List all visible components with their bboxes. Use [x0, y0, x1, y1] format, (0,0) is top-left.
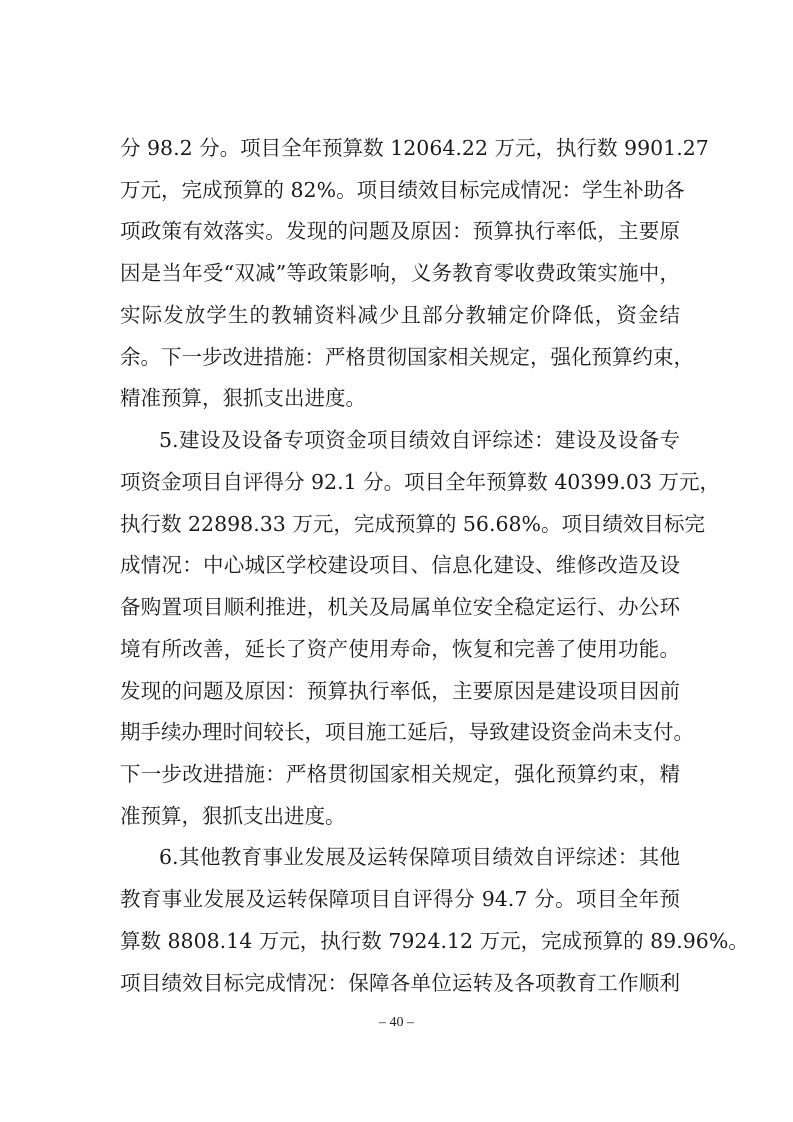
body-text-line: 教育事业发展及运转保障项目自评得分 94.7 分。项目全年预 [120, 887, 680, 911]
page-number: – 40 – [379, 1015, 414, 1030]
body-text-line: 项目绩效目标完成情况：保障各单位运转及各项教育工作顺利 [120, 971, 680, 995]
body-text-line: 项资金项目自评得分 92.1 分。项目全年预算数 40399.03 万元， [120, 470, 721, 494]
body-text-line: 境有所改善，延长了资产使用寿命，恢复和完善了使用功能。 [120, 637, 680, 661]
body-text-line: 因是当年受“双减”等政策影响，义务教育零收费政策实施中， [120, 261, 680, 285]
body-text-line: 项政策有效落实。发现的问题及原因：预算执行率低，主要原 [120, 219, 680, 243]
body-text-line: 备购置项目顺利推进，机关及局属单位安全稳定运行、办公环 [120, 595, 680, 619]
body-text-line: 期手续办理时间较长，项目施工延后，导致建设资金尚未支付。 [120, 720, 694, 744]
body-text-line: 实际发放学生的教辅资料减少且部分教辅定价降低，资金结 [120, 303, 680, 327]
section-heading-line: 6.其他教育事业发展及运转保障项目绩效自评综述：其他 [159, 845, 680, 869]
section-heading-line: 5.建设及设备专项资金项目绩效自评综述：建设及设备专 [159, 428, 680, 452]
body-text-line: 执行数 22898.33 万元，完成预算的 56.68%。项目绩效目标完 [120, 512, 706, 536]
body-text-line: 分 98.2 分。项目全年预算数 12064.22 万元，执行数 9901.27 [120, 136, 709, 160]
body-text-line: 精准预算，狠抓支出进度。 [120, 386, 366, 410]
body-text-line: 发现的问题及原因：预算执行率低，主要原因是建设项目因前 [120, 679, 680, 703]
body-text-line: 万元，完成预算的 82%。项目绩效目标完成情况：学生补助各 [120, 178, 685, 202]
body-text-line: 算数 8808.14 万元，执行数 7924.12 万元，完成预算的 89.96%。 [120, 929, 749, 953]
body-text-line: 准预算，狠抓支出进度。 [120, 804, 346, 828]
body-text-line: 成情况：中心城区学校建设项目、信息化建设、维修改造及设 [120, 553, 680, 577]
body-text-line: 下一步改进措施：严格贯彻国家相关规定，强化预算约束，精 [120, 762, 680, 786]
body-text-line: 余。下一步改进措施：严格贯彻国家相关规定，强化预算约束， [120, 345, 694, 369]
